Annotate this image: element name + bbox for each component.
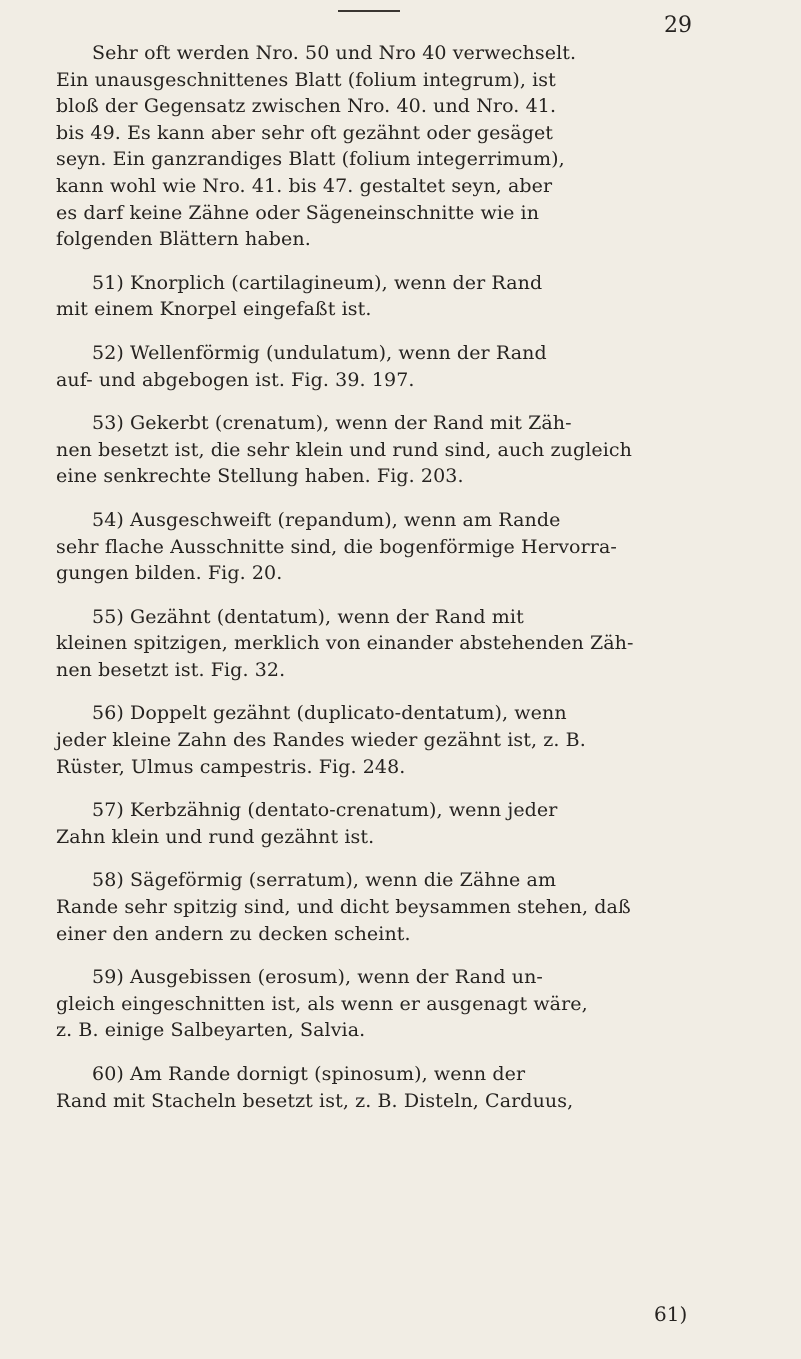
entry-58 <box>56 867 756 947</box>
text-line: 57) Kerbzähnig (dentato-crenatum), wenn jeder <box>92 799 558 822</box>
text-line: Sehr oft werden Nro. 50 und Nro 40 verwechselt. <box>92 42 577 64</box>
text-line: es darf keine Zähne oder Sägeneinschnitte wie in <box>56 201 540 224</box>
text-line: bloß der Gegensatz zwischen Nro. 40. und Nro. 41. <box>56 95 557 118</box>
text-line: 51) Knorplich (cartilagineum), wenn der Rand <box>92 271 543 294</box>
text-line: Ein unausgeschnittenes Blatt (folium integrum), ist <box>56 68 556 91</box>
text-line: Rande sehr spitzig sind, und dicht beysammen stehen, daß <box>56 896 631 919</box>
text-line: 52) Wellenförmig (undulatum), wenn der Rand <box>92 341 547 364</box>
page-number: 29 <box>664 13 692 38</box>
text-line: sehr flache Ausschnitte sind, die bogenförmige Hervorra- <box>56 535 617 558</box>
entry-59 <box>56 964 756 1044</box>
text-line: kleinen spitzigen, merklich von einander abstehenden Zäh- <box>56 632 634 655</box>
paragraph-spacer <box>56 1044 756 1061</box>
text-line: z. B. einige Salbeyarten, Salvia. <box>56 1019 366 1042</box>
paragraph-spacer <box>56 587 756 604</box>
text-line: eine senkrechte Stellung haben. Fig. 203. <box>56 465 464 488</box>
text-line: 59) Ausgebissen (erosum), wenn der Rand un- <box>92 966 543 989</box>
text-line: gungen bilden. Fig. 20. <box>56 562 283 585</box>
entry-56 <box>56 700 756 780</box>
text-line: Zahn klein und rund gezähnt ist. <box>56 825 375 848</box>
paragraph-spacer <box>56 683 756 700</box>
paragraph-spacer <box>56 323 756 340</box>
text-line: 53) Gekerbt (crenatum), wenn der Rand mit Zäh- <box>92 412 572 435</box>
text-line: einer den andern zu decken scheint. <box>56 922 411 945</box>
text-line: 55) Gezähnt (dentatum), wenn der Rand mit <box>92 605 524 628</box>
text-line: kann wohl wie Nro. 41. bis 47. gestaltet seyn, aber <box>56 174 553 197</box>
text-line: 58) Sägeförmig (serratum), wenn die Zähne am <box>92 869 557 892</box>
entry-57 <box>56 797 756 850</box>
text-line: 56) Doppelt gezähnt (duplicato-dentatum), wenn <box>92 702 567 725</box>
text-line: 54) Ausgeschweift (repandum), wenn am Rande <box>92 508 561 531</box>
text-line: nen besetzt ist. Fig. 32. <box>56 658 286 681</box>
text-line: gleich eingeschnitten ist, als wenn er ausgenagt wäre, <box>56 992 588 1015</box>
text-line: Rüster, Ulmus campestris. Fig. 248. <box>56 755 406 778</box>
entry-51 <box>56 270 756 323</box>
text-line: Rand mit Stacheln besetzt ist, z. B. Disteln, Carduus, <box>56 1089 574 1112</box>
text-line: mit einem Knorpel eingefaßt ist. <box>56 298 372 321</box>
body-text <box>56 40 756 1114</box>
text-line: 60) Am Rande dornigt (spinosum), wenn der <box>92 1063 526 1085</box>
paragraph-intro <box>56 40 756 253</box>
entry-52 <box>56 340 756 393</box>
paragraph-spacer <box>56 253 756 270</box>
text-line: folgenden Blättern haben. <box>56 228 311 251</box>
entry-54 <box>56 507 756 587</box>
paragraph-spacer <box>56 947 756 964</box>
paragraph-spacer <box>56 393 756 410</box>
text-line: seyn. Ein ganzrandiges Blatt (folium integerrimum), <box>56 148 565 171</box>
text-line: bis 49. Es kann aber sehr oft gezähnt oder gesäget <box>56 121 554 144</box>
entry-53 <box>56 410 756 490</box>
text-line: nen besetzt ist, die sehr klein und rund sind, auch zugleich <box>56 438 632 461</box>
paragraph-spacer <box>56 490 756 507</box>
text-line: auf- und abgebogen ist. Fig. 39. 197. <box>56 368 415 391</box>
text-line: jeder kleine Zahn des Randes wieder gezähnt ist, z. B. <box>56 729 586 752</box>
entry-55 <box>56 604 756 684</box>
entry-60 <box>56 1061 756 1114</box>
header-rule <box>338 10 400 12</box>
paragraph-spacer <box>56 850 756 867</box>
paragraph-spacer <box>56 780 756 797</box>
catchword: 61) <box>654 1302 688 1326</box>
